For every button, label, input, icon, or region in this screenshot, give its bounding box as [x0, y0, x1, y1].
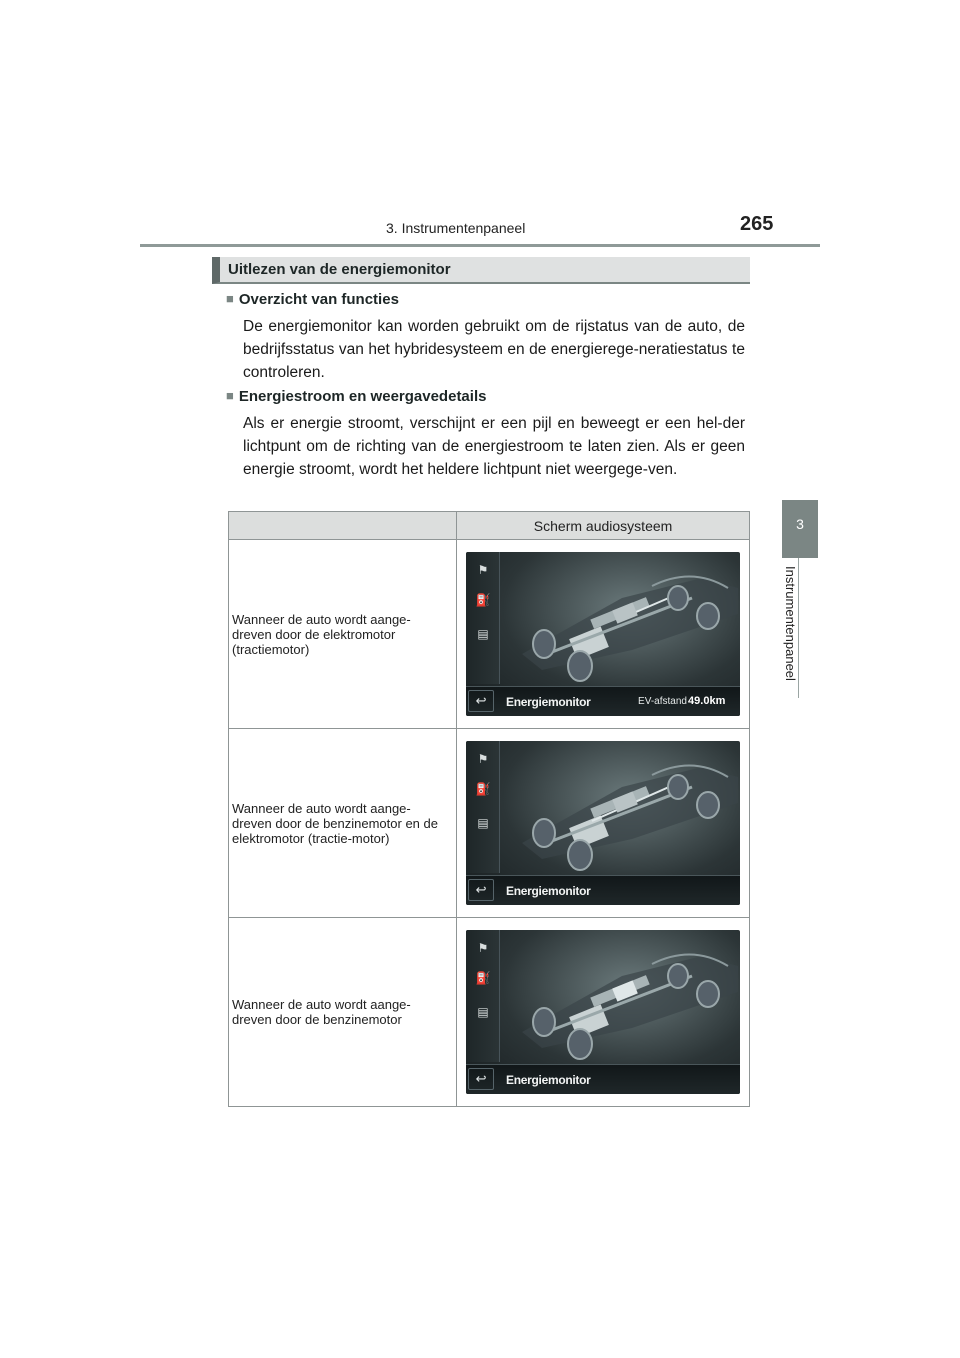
meter-icon[interactable]: ▤ [477, 1005, 489, 1019]
checkered-flag-icon[interactable]: ⚑ [477, 563, 489, 577]
header-rule [140, 244, 820, 247]
table-header-empty [229, 512, 457, 540]
chapter-tab-label [776, 566, 806, 706]
fuel-pump-icon[interactable]: ⛽ [475, 782, 491, 796]
screen-bottom-bar [466, 1064, 740, 1094]
energy-monitor-screen [466, 741, 740, 905]
row-screen-cell [457, 918, 750, 1107]
checkered-flag-icon[interactable]: ⚑ [477, 752, 489, 766]
row-screen-cell [457, 729, 750, 918]
paragraph-energy-flow: Als er energie stroomt, verschijnt er een pijl en beweegt er een hel-der lichtpunt om de richting van de energiestroom te laten zien. Als er geen energie stroomt, wordt het heldere lichtpunt niet weergege-ven. [243, 415, 745, 478]
row-description: Wanneer de auto wordt aange-dreven door de benzinemotor [229, 918, 457, 1107]
subheading-overview: ■ Overzicht van functies [226, 291, 399, 308]
energy-monitor-table [228, 511, 750, 1107]
back-arrow-icon[interactable]: ↩ [468, 879, 494, 901]
paragraph-overview: De energiemonitor kan worden gebruikt om de rijstatus van de auto, de bedrijfsstatus van het hybridesysteem en de energierege-neratiestatus te controleren. [243, 318, 745, 381]
screen-title: Energiemonitor [506, 1073, 591, 1087]
energy-monitor-screen [466, 930, 740, 1094]
screen-sidebar [466, 930, 500, 1062]
chapter-title: 3. Instrumentenpaneel [386, 220, 526, 236]
chapter-tab-label-text: Instrumentenpaneel [783, 566, 798, 681]
row-description: Wanneer de auto wordt aange-dreven door de benzinemotor en de elektromotor (tractie-motor) [229, 729, 457, 918]
car-chassis-illustration [502, 936, 740, 1062]
fuel-pump-icon[interactable]: ⛽ [475, 593, 491, 607]
table-header-screen: Scherm audiosysteem [457, 512, 750, 540]
screen-sidebar [466, 552, 500, 684]
page-header [140, 214, 820, 248]
section-title: Uitlezen van de energiemonitor [228, 261, 451, 278]
checkered-flag-icon[interactable]: ⚑ [477, 941, 489, 955]
screen-title: Energiemonitor [506, 695, 591, 709]
chapter-tab-number: 3 [796, 516, 804, 532]
table-row [229, 540, 750, 729]
back-arrow-icon[interactable]: ↩ [468, 1068, 494, 1090]
meter-icon[interactable]: ▤ [477, 627, 489, 641]
table-row [229, 918, 750, 1107]
ev-range-label: EV-afstand [638, 696, 687, 707]
subheading-energy-flow: ■ Energiestroom en weergavedetails [226, 388, 486, 405]
row-screen-cell [457, 540, 750, 729]
page-number: 265 [740, 213, 774, 235]
section-heading [212, 257, 750, 284]
energy-monitor-screen [466, 552, 740, 716]
row-description: Wanneer de auto wordt aange-dreven door de elektromotor (tractiemotor) [229, 540, 457, 729]
screen-bottom-bar [466, 686, 740, 716]
screen-bottom-bar [466, 875, 740, 905]
car-chassis-illustration [502, 558, 740, 684]
meter-icon[interactable]: ▤ [477, 816, 489, 830]
ev-range-value: 49.0km [688, 695, 726, 707]
chapter-tab [782, 500, 818, 558]
car-chassis-illustration [502, 747, 740, 873]
table-header-row [229, 512, 750, 540]
table-row [229, 729, 750, 918]
screen-title: Energiemonitor [506, 884, 591, 898]
fuel-pump-icon[interactable]: ⛽ [475, 971, 491, 985]
screen-sidebar [466, 741, 500, 873]
back-arrow-icon[interactable]: ↩ [468, 690, 494, 712]
